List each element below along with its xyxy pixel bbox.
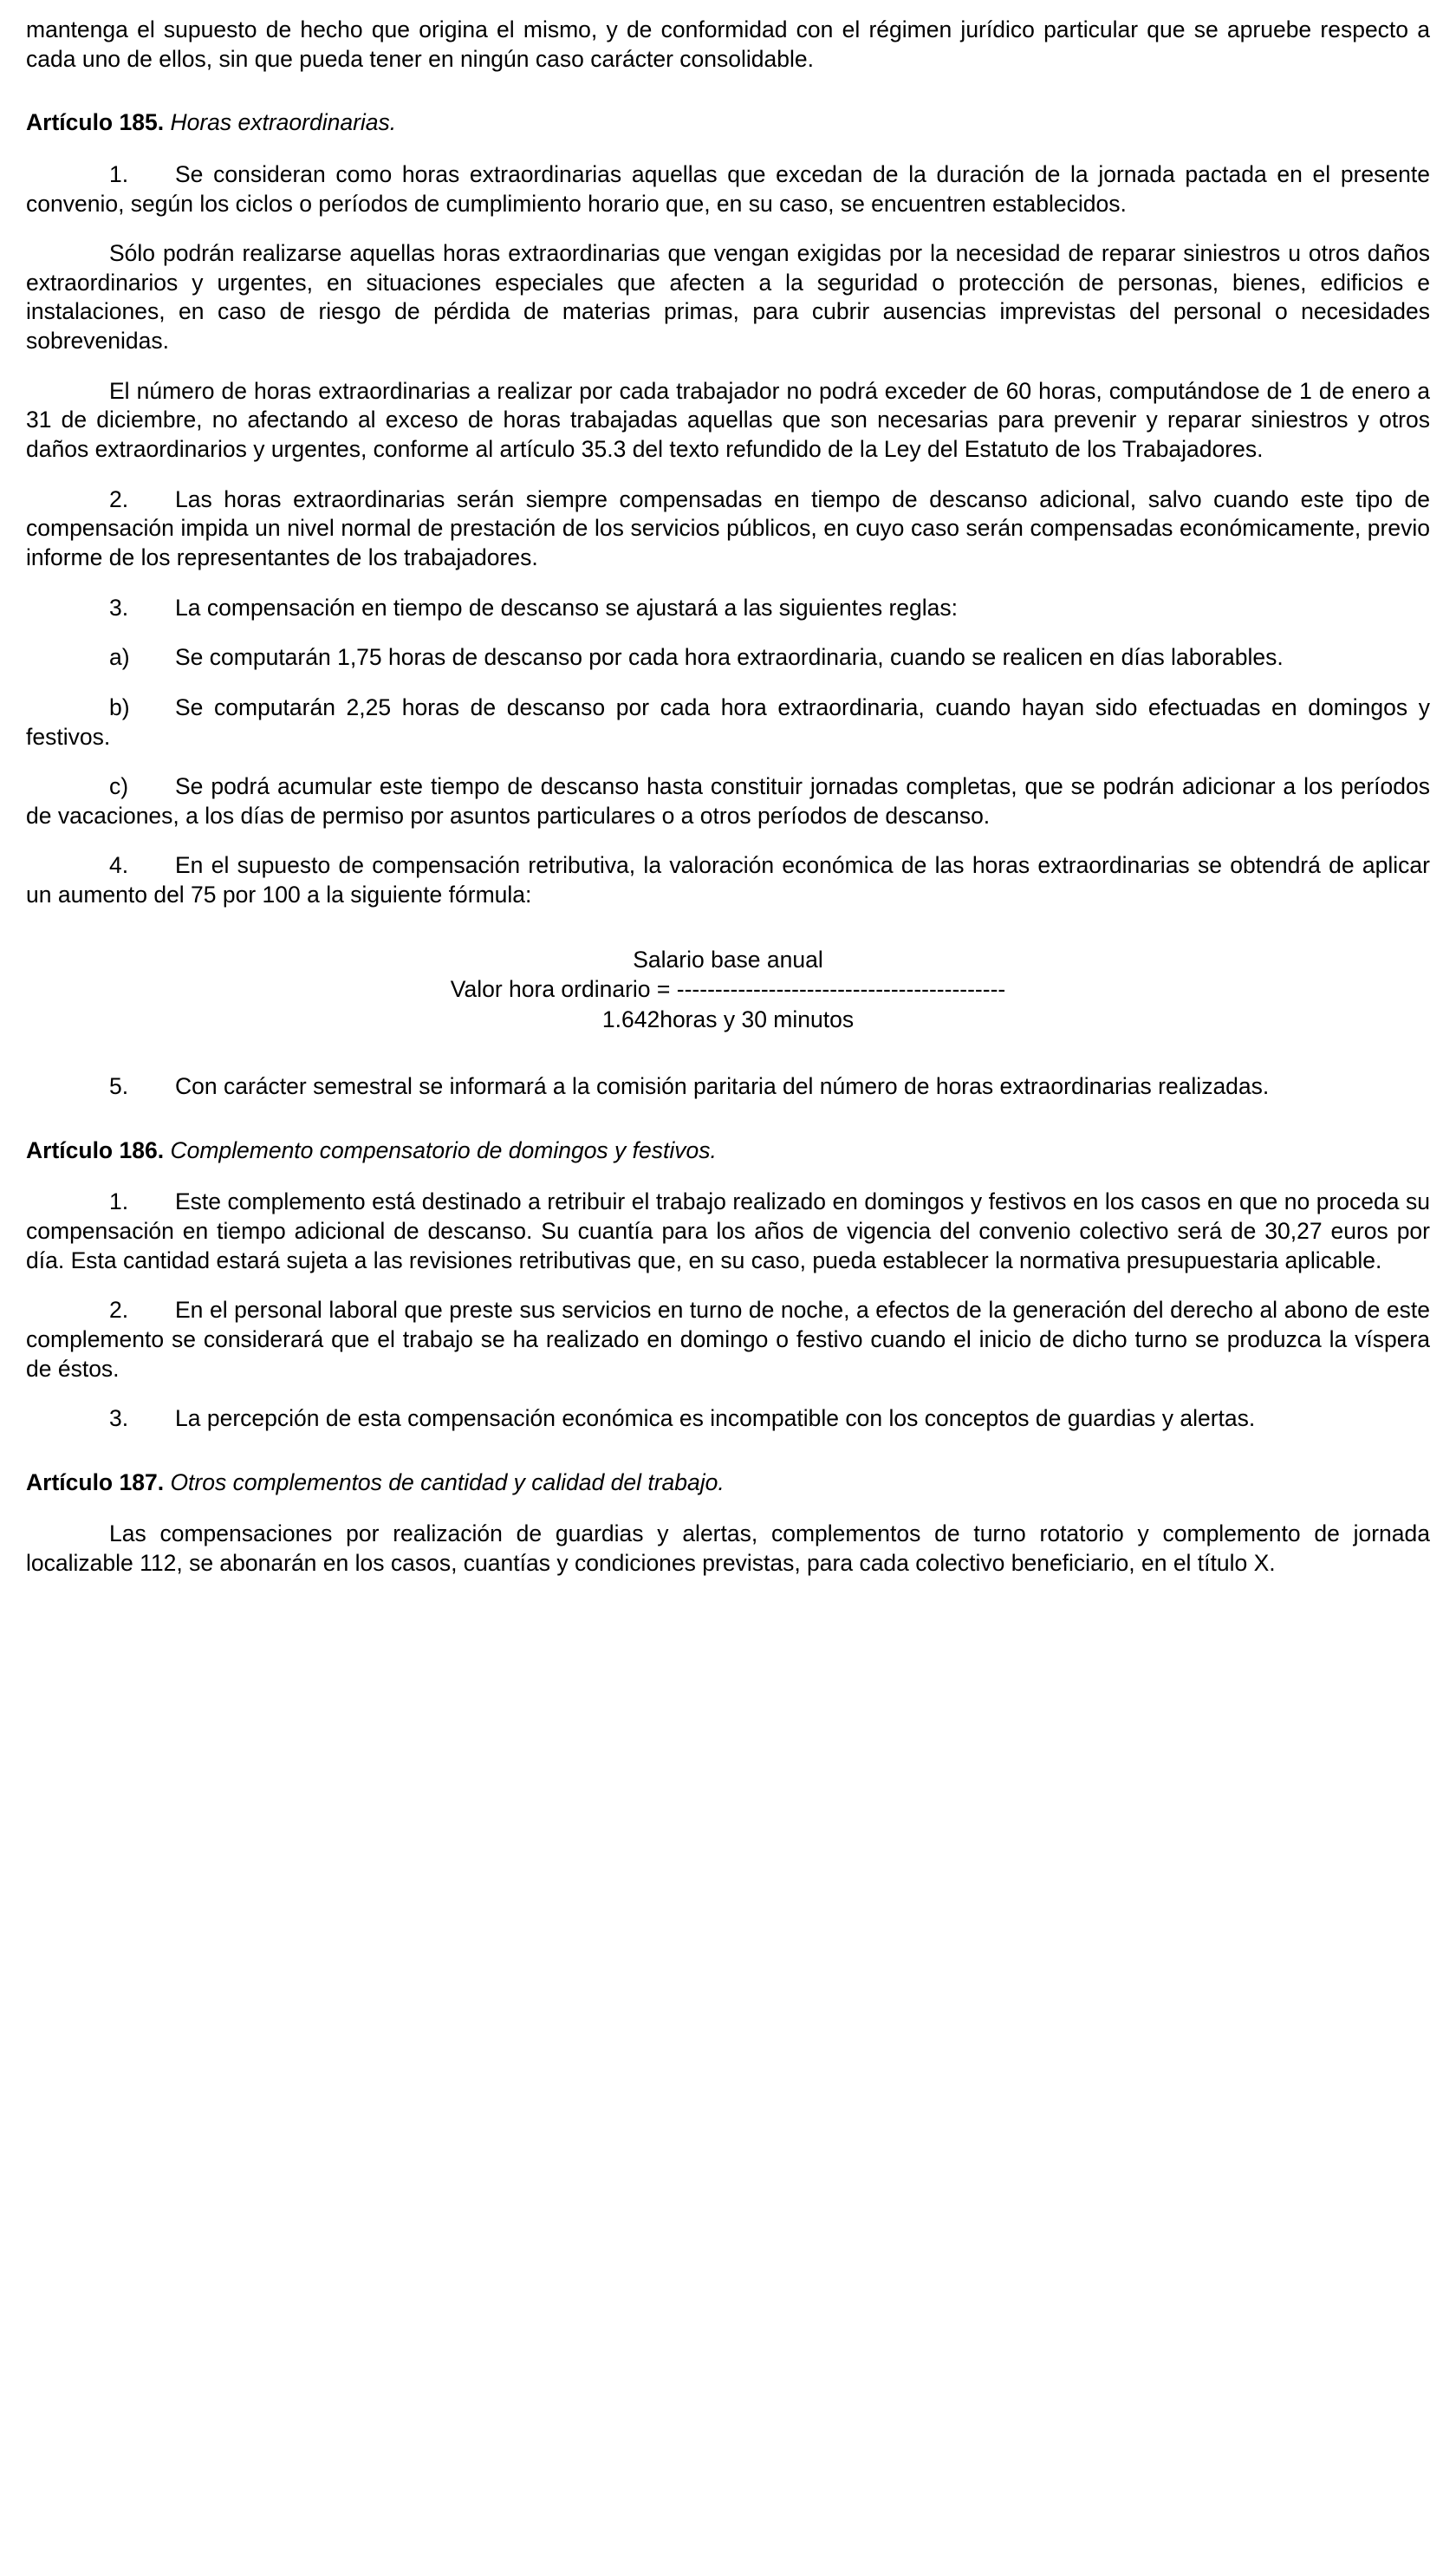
paragraph-intro: mantenga el supuesto de hecho que origina el mismo, y de conformidad con el régimen jurídico particular que se apruebe respecto a cada uno de ellos, sin que pueda tener en ningún caso carácter consolidable.	[26, 16, 1430, 72]
paragraph-a185-3c	[26, 772, 1430, 830]
paragraph-text: Se computarán 1,75 horas de descanso por cada hora extraordinaria, cuando se realicen en días laborables.	[175, 644, 1284, 671]
article-title: Horas extraordinarias.	[170, 109, 397, 136]
section-heading-articulo-185	[26, 108, 1430, 138]
formula-divider: -------------------------------------------	[676, 976, 1006, 1003]
paragraph-a185-1c: El número de horas extraordinarias a realizar por cada trabajador no podrá exceder de 60 horas, computándose de 1 de enero a 31 de diciembre, no afectando al exceso de horas trabajadas aquellas que son necesarias para prevenir y reparar siniestros y otros daños extraordinarios y urgentes, conforme al artículo 35.3 del texto refundido de la Ley del Estatuto de los Trabajadores.	[26, 377, 1430, 463]
paragraph-a185-1	[26, 160, 1430, 218]
paragraph-marker: 2.	[109, 485, 129, 512]
paragraph-a185-1b: Sólo podrán realizarse aquellas horas extraordinarias que vengan exigidas por la necesidad de reparar siniestros u otros daños extraordinarios y urgentes, en situaciones especiales que afecten a la seguridad o protección de personas, bienes, edificios e instalaciones, en caso de riesgo de pérdida de materias primas, para cubrir ausencias imprevistas del personal o necesidades sobrevenidas.	[26, 240, 1430, 355]
paragraph-marker: 4.	[109, 852, 129, 879]
paragraph-text: En el supuesto de compensación retributiva, la valoración económica de las horas extraordinarias se obtendrá de aplicar un aumento del 75 por 100 a la siguiente fórmula:	[26, 852, 1430, 908]
paragraph-text: Se podrá acumular este tiempo de descanso hasta constituir jornadas completas, que se podrán adicionar a los períodos de vacaciones, a los días de permiso por asuntos particulares o a otros períodos de descanso.	[26, 773, 1430, 829]
paragraph-text: En el personal laboral que preste sus servicios en turno de noche, a efectos de la generación del derecho al abono de este complemento se considerará que el trabajo se ha realizado en domingo o festivo cuando el inicio de dicho turno se produzca la víspera de éstos.	[26, 1297, 1430, 1382]
paragraph-a185-3a	[26, 643, 1430, 673]
paragraph-marker: b)	[109, 693, 130, 720]
article-label: Artículo 185.	[26, 109, 165, 136]
paragraph-marker: c)	[109, 773, 129, 800]
article-label: Artículo 187.	[26, 1468, 165, 1495]
paragraph-text: Con carácter semestral se informará a la comisión paritaria del número de horas extraordinarias realizadas.	[175, 1073, 1270, 1100]
formula-label: Valor hora ordinario =	[450, 976, 671, 1003]
paragraph-a186-1	[26, 1188, 1430, 1275]
paragraph-marker: 3.	[109, 594, 129, 621]
formula-valor-hora-ordinario	[26, 945, 1430, 1034]
section-heading-articulo-186	[26, 1136, 1430, 1166]
paragraph-marker: 3.	[109, 1405, 129, 1432]
paragraph-a185-3b	[26, 693, 1430, 752]
paragraph-a185-5	[26, 1072, 1430, 1102]
paragraph-text: Las horas extraordinarias serán siempre compensadas en tiempo de descanso adicional, salvo cuando este tipo de compensación impida un nivel normal de prestación de los servicios públicos, en cuyo caso serán compensadas económicamente, previo informe de los representantes de los trabajadores.	[26, 485, 1430, 570]
paragraph-marker: 1.	[109, 1188, 129, 1215]
paragraph-text: Se consideran como horas extraordinarias aquellas que excedan de la duración de la jornada pactada en el presente convenio, según los ciclos o períodos de cumplimiento horario que, en su caso, se encuentren establecidos.	[26, 160, 1430, 217]
paragraph-a186-2	[26, 1296, 1430, 1383]
section-heading-articulo-187	[26, 1468, 1430, 1498]
paragraph-text: La compensación en tiempo de descanso se ajustará a las siguientes reglas:	[175, 594, 959, 621]
paragraph-marker: 5.	[109, 1073, 129, 1100]
paragraph-a186-3	[26, 1404, 1430, 1434]
article-title: Complemento compensatorio de domingos y festivos.	[170, 1136, 717, 1163]
article-title: Otros complementos de cantidad y calidad del trabajo.	[170, 1468, 725, 1495]
formula-divider-row	[26, 974, 1430, 1004]
formula-numerator: Salario base anual	[633, 946, 823, 973]
document-body	[26, 16, 1430, 1579]
paragraph-a187-1: Las compensaciones por realización de guardias y alertas, complementos de turno rotatorio y complemento de jornada localizable 112, se abonarán en los casos, cuantías y condiciones previstas, para cada colectivo beneficiario, en el título X.	[26, 1520, 1430, 1577]
paragraph-marker: a)	[109, 644, 130, 671]
paragraph-a185-3	[26, 594, 1430, 623]
paragraph-text: La percepción de esta compensación económica es incompatible con los conceptos de guardias y alertas.	[175, 1405, 1256, 1432]
paragraph-a185-4	[26, 851, 1430, 909]
formula-denominator: 1.642horas y 30 minutos	[601, 1006, 855, 1032]
paragraph-marker: 1.	[109, 160, 129, 187]
paragraph-marker: 2.	[109, 1297, 129, 1324]
paragraph-text: Se computarán 2,25 horas de descanso por cada hora extraordinaria, cuando hayan sido efectuadas en domingos y festivos.	[26, 693, 1430, 750]
paragraph-text: Este complemento está destinado a retribuir el trabajo realizado en domingos y festivos en los casos en que no proceda su compensación en tiempo adicional de descanso. Su cuantía para los años de vigencia del convenio colectivo será de 30,27 euros por día. Esta cantidad estará sujeta a las revisiones retributivas que, en su caso, pueda establecer la normativa presupuestaria aplicable.	[26, 1188, 1430, 1273]
article-label: Artículo 186.	[26, 1136, 165, 1163]
paragraph-a185-2	[26, 485, 1430, 573]
